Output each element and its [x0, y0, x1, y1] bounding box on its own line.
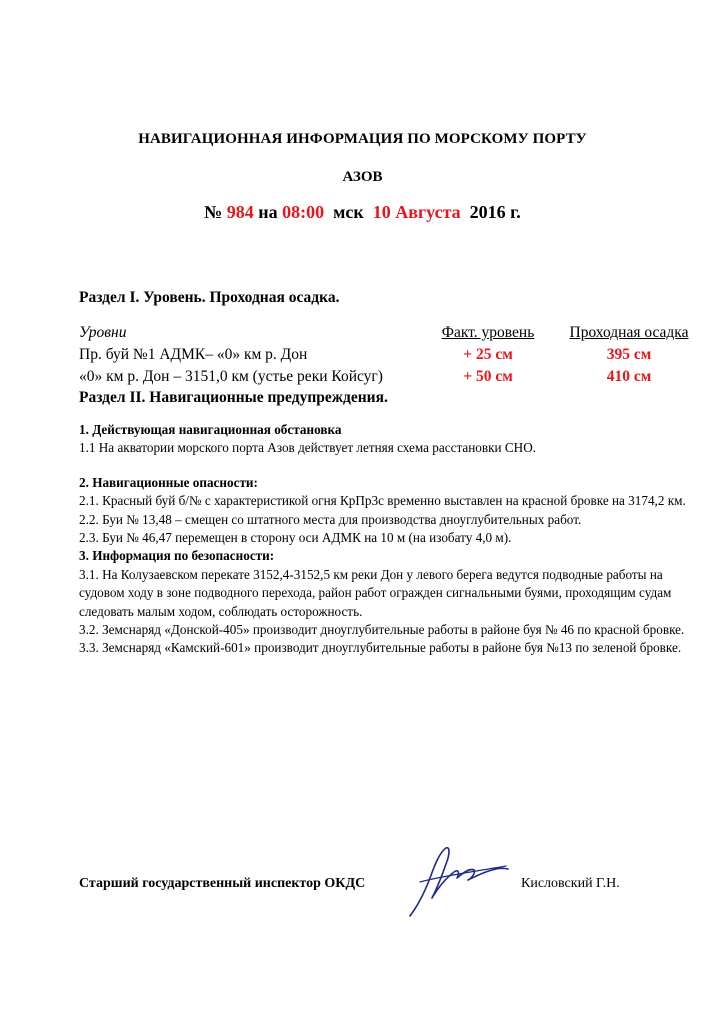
list-item: 3.2. Земснаряд «Донской-405» производит дноуглубительные работы в районе буя № 46 по красной бровке.: [79, 622, 685, 638]
levels-row: [79, 366, 699, 388]
levels-row-actual: + 25 см: [463, 346, 513, 363]
list-item: 3.3. Земснаряд «Камский-601» производит дноуглубительные работы в районе буя №13 по зеленой бровке.: [79, 640, 682, 656]
section2-title: Раздел II. Навигационные предупреждения.: [79, 389, 388, 406]
levels-row: [79, 344, 699, 366]
port-name: АЗОВ: [342, 169, 383, 185]
levels-row-name: Пр. буй №1 АДМК– «0» км р. Дон: [79, 346, 308, 363]
section1-title: Раздел I. Уровень. Проходная осадка.: [79, 289, 340, 306]
signatory-name: Кисловский Г.Н.: [521, 876, 620, 891]
levels-table: [79, 322, 699, 388]
issue-date: 10 Августа: [372, 202, 461, 222]
levels-header-row: [79, 322, 699, 344]
issue-number: 984: [226, 202, 254, 222]
subsection-title: 2. Навигационные опасности:: [79, 474, 258, 490]
list-item: 2.3. Буи № 46,47 перемещен в сторону оси АДМК на 10 м (на изобату 4,0 м).: [79, 530, 512, 546]
document-title: НАВИГАЦИОННАЯ ИНФОРМАЦИЯ ПО МОРСКОМУ ПОРТУ: [138, 131, 587, 147]
list-item: 3.1. На Колузаевском перекате 3152,4-3152,5 км реки Дон у левого берега ведутся подводные работы на судовом ходу в зоне подводного перехода, район работ огражден сигнальными буями, проходящим судам следовать малым ходом, соблюдать осторожность.: [79, 566, 672, 619]
levels-row-actual: + 50 см: [463, 368, 513, 385]
levels-row-draft: 410 см: [606, 368, 652, 385]
signatory-role: Старший государственный инспектор ОКДС: [79, 876, 366, 891]
issue-year: 2016 г.: [469, 202, 521, 222]
levels-header-draft: Проходная осадка: [569, 324, 689, 341]
number-sign: №: [204, 202, 223, 222]
levels-header-name: Уровни: [79, 324, 127, 341]
on-word: на: [258, 202, 278, 222]
list-item: 2.2. Буи № 13,48 – смещен со штатного места для производства дноуглубительных работ.: [79, 511, 582, 527]
levels-row-name: «0» км р. Дон – 3151,0 км (устье реки Койсуг): [79, 368, 383, 385]
list-item: 1.1 На акватории морского порта Азов действует летняя схема расстановки СНО.: [79, 440, 537, 456]
warnings-body: [79, 421, 704, 658]
subsection-title: 3. Информация по безопасности:: [79, 548, 275, 564]
issue-time: 08:00: [282, 202, 325, 222]
levels-row-draft: 395 см: [606, 346, 652, 363]
handwritten-signature: [402, 842, 512, 920]
subsection-title: 1. Действующая навигационная обстановка: [79, 422, 342, 437]
issue-line: [0, 202, 725, 223]
list-item: 2.1. Красный буй б/№ с характеристикой огня КрПр3с временно выставлен на красной бровке на 3174,2 км.: [79, 493, 686, 509]
timezone-label: мск: [333, 202, 364, 222]
levels-header-actual: Факт. уровень: [441, 324, 535, 341]
